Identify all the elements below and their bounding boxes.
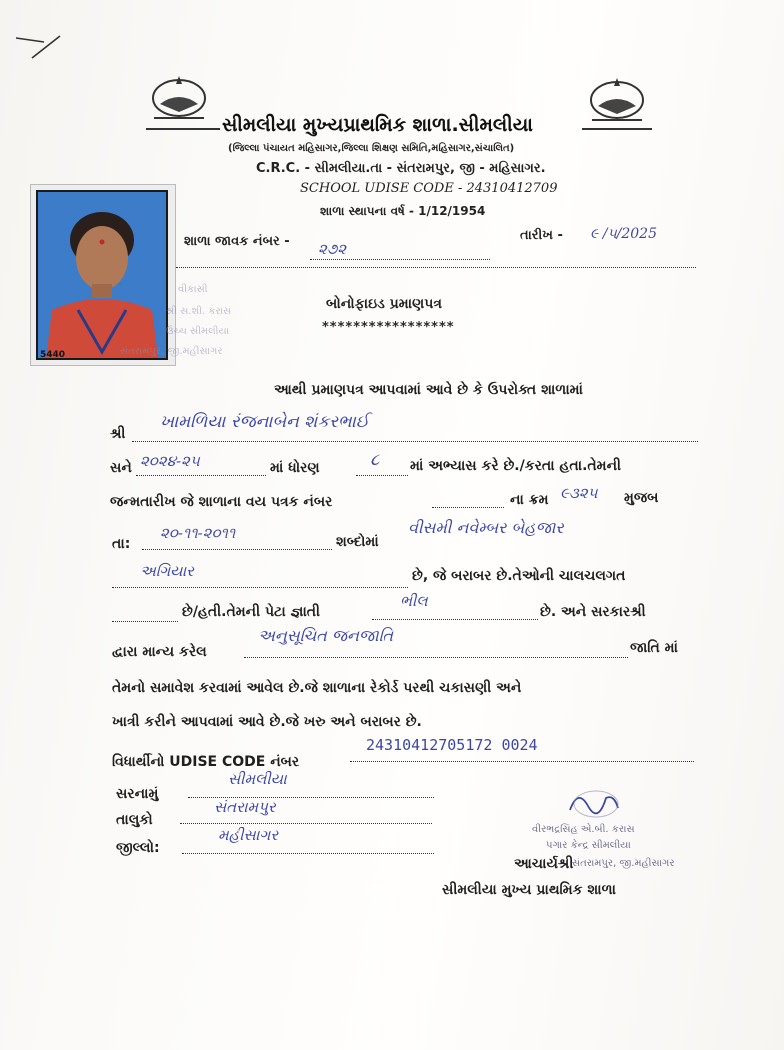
recognized-label: દ્વારા માન્ય કરેલ (112, 644, 207, 660)
govt-text: છે. અને સરકારશ્રી (540, 604, 646, 620)
year-value: ૨૦૨૪-૨૫ (140, 452, 200, 470)
district-value: મહીસાગર (218, 826, 279, 844)
photo-number: 5440 (40, 350, 66, 360)
udise-label: વિધાર્થીનો UDISE CODE નંબર (112, 754, 300, 770)
correct-text: છે, જે બરાબર છે.તેઓની ચાલચલગત (412, 568, 626, 584)
official-stamp: વીરભદ્રસિંહ એ.બી. કરાસ પગાર કેન્દ્ર સીમલીયા સંતરામપુર, જી.મહીસાગર (532, 824, 675, 869)
date-label: તારીખ - (520, 228, 563, 243)
caste-suffix: જાતિ માં (630, 640, 678, 656)
title-stars: ***************** (322, 320, 455, 335)
student-name: ખામળિયા રંજનાબેન શંકરભાઈ (160, 412, 369, 432)
words-label: શબ્દોમાં (336, 534, 379, 550)
conduct-text: છે/હતી.તેમની પેટા જ્ઞાતી (182, 604, 321, 620)
student-udise-value: 24310412705172 0024 (366, 736, 538, 754)
taluka-value: સંતરામપુર (214, 798, 276, 816)
dob-value: ૨૦-૧૧-૨૦૧૧ (160, 524, 236, 542)
as-per-text: મુજબ (624, 490, 659, 506)
signature-icon (566, 786, 622, 820)
verified-line: ખાત્રી કરીને આપવામાં આવે છે.જે ખરુ અને બરાબર છે. (112, 714, 422, 730)
dob-words-line1: વીસમી નવેમ્બર બેહજાર (408, 518, 564, 537)
school-udise-line: SCHOOL UDISE CODE - 24310412709 (300, 181, 558, 196)
study-text: માં અભ્યાસ કરે છે./કરતા હતા.તેમની (410, 458, 622, 474)
year-label: સને (110, 460, 132, 476)
outward-number-value: ૨૭૨ (318, 240, 347, 258)
standard-value: ૮ (370, 450, 380, 470)
inclusion-line: તેમનો સમાવેશ કરવામાં આવેલ છે.જે શાળાના રેકોર્ડ પરથી ચકાસણી અને (112, 680, 522, 696)
address-label: સરનામું (116, 786, 159, 802)
school-logo-icon (584, 72, 650, 124)
intro-line: આથી પ્રમાણપત્ર આપવામાં આવે છે કે ઉપરોક્ત શાળામાં (274, 382, 583, 398)
subcaste-value: ભીલ (400, 592, 428, 610)
dob-words-line2: અગિયાર (140, 562, 194, 580)
address-value: સીમલીયા (228, 770, 287, 788)
dob-text: જન્મતારીખ જે શાળાના વય પત્રક નંબર (110, 494, 333, 510)
header-rule (582, 128, 652, 130)
crc-line: C.R.C. - સીમલીયા.તા - સંતરામપુર, જી - મહિસાગર. (256, 161, 546, 176)
school-logo-icon (146, 70, 212, 122)
register-serial-value: ૯૩૨૫ (560, 484, 598, 502)
ta-label: તા: (112, 536, 131, 552)
principal-designation: આચાર્યશ્રી (514, 856, 574, 872)
authority-line: (જિલ્લા પંચાયત મહિસાગર,જિલ્લા શિક્ષણ સમિતિ,મહિસાગર,સંચાલિત) (228, 143, 515, 154)
standard-label: માં ધોરણ (270, 460, 320, 476)
established-line: શાળા સ્થાપના વર્ષ - 1/12/1954 (320, 204, 486, 218)
header-rule (146, 128, 220, 130)
taluka-label: તાલુકો (116, 812, 153, 828)
outward-number-label: શાળા જાવક નંબર - (184, 234, 290, 249)
pen-mark-icon (14, 32, 64, 62)
district-label: જીલ્લો: (116, 840, 160, 856)
caste-value: અનુસૂચિત જનજાતિ (258, 626, 393, 645)
faint-stamp: વીકાસી શ્રી સ.શી. કરાસ ઉચ્ચ સીમલીયા સંતરામપુર, જી.મહીસાગર (120, 284, 232, 357)
signature-school-name: સીમલીયા મુખ્ય પ્રાથમિક શાળા (442, 882, 616, 898)
school-name: સીમલીયા મુખ્યપ્રાથમિક શાળા.સીમલીયા (222, 114, 533, 136)
date-value: ૯ /૫/2025 (590, 226, 657, 242)
register-serial-label: ના ક્રમ (510, 492, 549, 508)
shri-label: શ્રી (110, 426, 126, 442)
certificate-title: બોનોફાઇડ પ્રમાણપત્ર (326, 296, 442, 312)
